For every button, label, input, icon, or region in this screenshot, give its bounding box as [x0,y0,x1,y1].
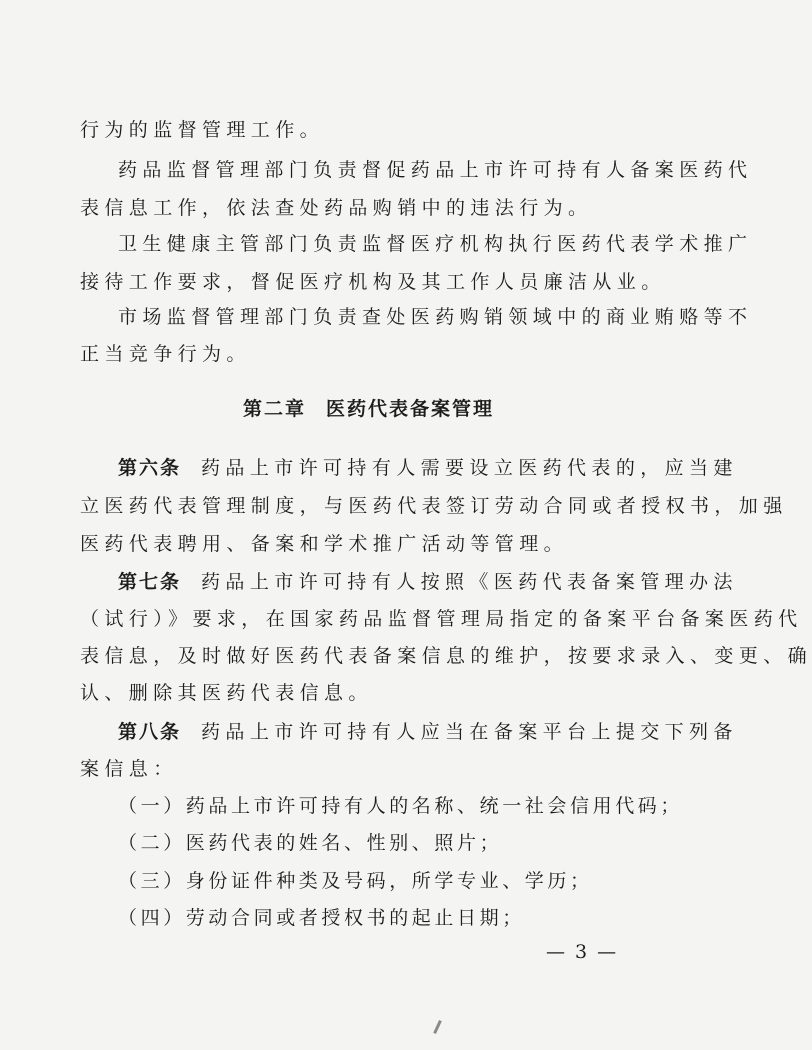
paragraph-line: 市场监督管理部门负责查处医药购销领域中的商业贿赂等不 [118,306,753,328]
paragraph-line: 案信息： [80,758,178,780]
paragraph-line: 卫生健康主管部门负责监督医疗机构执行医药代表学术推广 [118,233,753,255]
paragraph-line: 正当竞争行为。 [80,343,251,365]
list-item: （一）药品上市许可持有人的名称、统一社会信用代码； [118,795,684,817]
article-label: 第六条 [118,457,182,479]
article-label: 第八条 [118,721,182,743]
list-item: （三）身份证件种类及号码，所学专业、学历； [118,870,593,892]
article-eight [118,720,738,744]
paragraph-line: 表信息，及时做好医药代表备案信息的维护，按要求录入、变更、确 [80,645,812,667]
article-seven [118,570,738,594]
paragraph-line: 表信息工作，依法查处药品购销中的违法行为。 [80,197,593,219]
article-text: 药品上市许可持有人应当在备案平台上提交下列备 [201,721,738,743]
article-label: 第七条 [118,571,182,593]
paragraph-line: （试行）》要求，在国家药品监督管理局指定的备案平台备案医药代 [80,608,803,630]
article-text: 药品上市许可持有人需要设立医药代表的，应当建 [201,457,738,479]
paragraph-line: 接待工作要求，督促医疗机构及其工作人员廉洁从业。 [80,271,666,293]
chapter-number: 第二章 [242,398,306,420]
page-number: — 3 — [546,941,619,963]
list-item: （四）劳动合同或者授权书的起止日期； [118,907,525,929]
paragraph-line: 立医药代表管理制度，与医药代表签订劳动合同或者授权书，加强 [80,495,788,517]
chapter-title: 医药代表备案管理 [326,398,495,420]
article-text: 药品上市许可持有人按照《医药代表备案管理办法 [201,571,738,593]
chapter-heading [0,397,737,421]
paragraph-line: 医药代表聘用、备案和学术推广活动等管理。 [80,533,569,555]
scan-mark [433,1020,442,1034]
paragraph-line: 行为的监督管理工作。 [80,119,325,141]
paragraph-line: 药品监督管理部门负责督促药品上市许可持有人备案医药代 [118,159,753,181]
list-item: （二）医药代表的姓名、性别、照片； [118,832,503,854]
article-six [118,456,738,480]
paragraph-line: 认、删除其医药代表信息。 [80,682,373,704]
